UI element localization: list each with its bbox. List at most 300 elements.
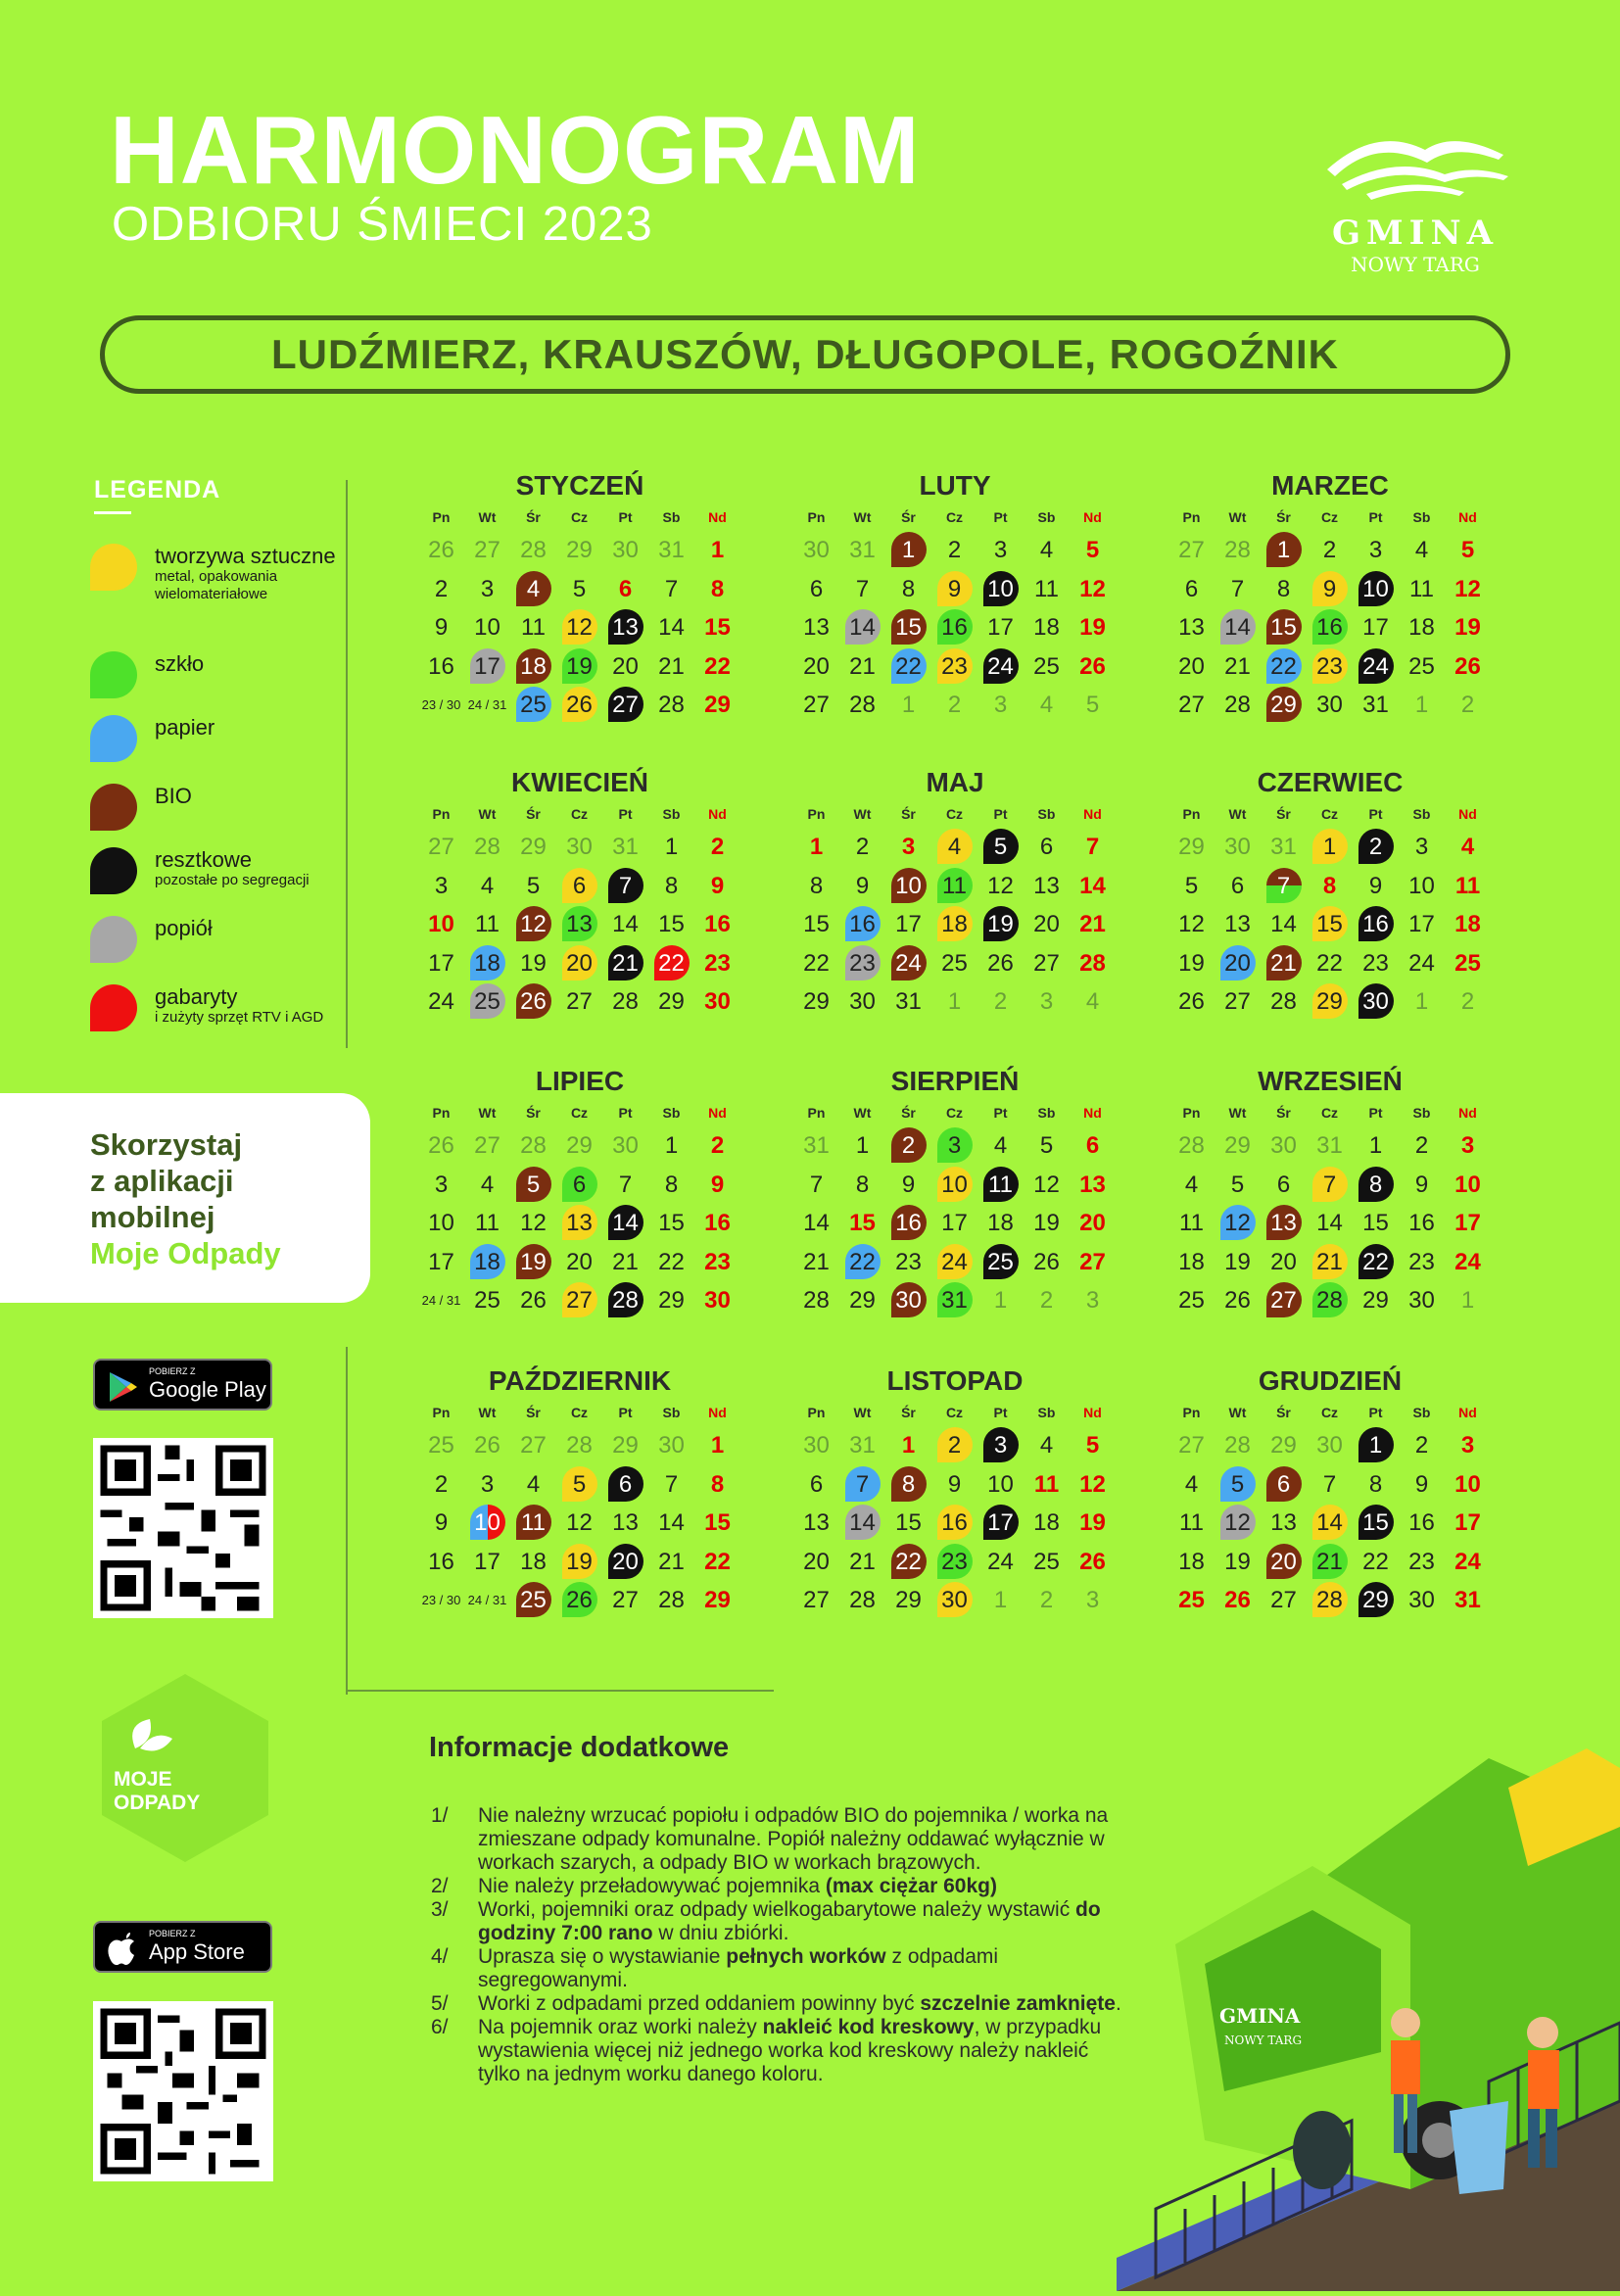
calendar-day: [1215, 1581, 1261, 1619]
day-number: 29: [849, 1287, 876, 1314]
collection-day-bio: [510, 1504, 556, 1542]
collection-day-yellow: [931, 1426, 977, 1464]
day-number: 31: [1316, 1132, 1343, 1159]
collection-day-black: [602, 686, 648, 724]
day-number: 26: [474, 1432, 500, 1459]
day-number: 1: [1460, 1287, 1475, 1314]
calendar-day: [1445, 982, 1491, 1021]
day-number: 25: [1033, 652, 1060, 680]
collection-day-red: [648, 944, 694, 982]
day-number: 31: [1362, 692, 1389, 718]
day-number: 7: [618, 1171, 633, 1198]
day-number: 27: [1178, 692, 1205, 718]
day-number: 8: [1322, 872, 1337, 899]
day-number: 4: [480, 1171, 495, 1198]
calendar-day: [1399, 944, 1445, 982]
calendar-day: [418, 982, 464, 1021]
calendar-day: [694, 1426, 740, 1464]
day-number: 21: [1270, 949, 1297, 977]
calendar-day: [694, 1281, 740, 1319]
calendar-day: [839, 1166, 885, 1204]
calendar-day: [694, 867, 740, 905]
calendar-day: [648, 531, 694, 569]
collection-day-blue: [464, 1243, 510, 1281]
calendar-day: [1445, 1243, 1491, 1281]
calendar-day: [1445, 1426, 1491, 1464]
calendar-day: [839, 1426, 885, 1464]
calendar-day: [1399, 531, 1445, 569]
day-number: 1: [710, 537, 725, 563]
logo-name: GMINA: [1331, 214, 1500, 253]
collection-day-green: [931, 867, 977, 905]
weekday-header: Wt: [1228, 806, 1247, 822]
day-number: 14: [1316, 1509, 1343, 1536]
google-play-label: Google Play: [149, 1377, 266, 1402]
collection-day-yellow: [931, 905, 977, 943]
day-number: 7: [1322, 1470, 1337, 1498]
weekday-header: Wt: [478, 509, 497, 525]
day-number: 19: [1079, 1509, 1106, 1536]
day-number: 22: [1362, 1248, 1389, 1275]
calendar-day: [1215, 1166, 1261, 1204]
calendar-day: [1399, 1581, 1445, 1619]
calendar-day: [885, 1426, 931, 1464]
weekday-header: Wt: [1228, 1105, 1247, 1121]
day-number: 18: [474, 1248, 500, 1275]
day-number: 15: [895, 614, 922, 641]
day-number: 30: [1224, 834, 1251, 860]
day-number: 26: [566, 692, 593, 718]
collection-day-yellow: [1307, 570, 1353, 608]
vertical-divider: [346, 1347, 348, 1695]
day-number: 30: [612, 1132, 639, 1159]
day-number: 7: [1276, 872, 1291, 899]
day-number: 29: [566, 1132, 593, 1159]
calendar-day: [977, 1204, 1024, 1242]
calendar-day: [793, 944, 839, 982]
day-number: 23: [849, 949, 876, 977]
moje-odpady-logo: [96, 1670, 274, 1866]
weekday-header: Cz: [945, 1105, 964, 1121]
day-number: 31: [849, 537, 876, 563]
truck-logo-name: GMINA: [1219, 2004, 1301, 2028]
calendar-day: [977, 1581, 1024, 1619]
day-number: 2: [947, 1432, 962, 1459]
calendar-day: [1168, 1465, 1215, 1504]
day-number: 11: [521, 1509, 546, 1536]
collection-day-green: [556, 647, 602, 686]
day-number: 16: [704, 911, 731, 937]
day-number: 25: [1178, 1587, 1205, 1613]
day-number: 15: [658, 911, 685, 937]
calendar-day: [648, 1504, 694, 1542]
day-number: 12: [1079, 575, 1106, 602]
collection-day-black: [1353, 1504, 1399, 1542]
calendar-day: [1399, 982, 1445, 1021]
day-number: 17: [428, 1248, 454, 1275]
collection-day-green: [931, 608, 977, 646]
app-store-badge[interactable]: [93, 1921, 272, 1973]
legend-sublabel: pozostałe po segregacji: [155, 872, 310, 889]
calendar-day: [1024, 1204, 1070, 1242]
calendar-day: [1168, 944, 1215, 982]
calendar-day: [694, 570, 740, 608]
truck-icon: [1117, 1729, 1620, 2291]
collection-day-black: [977, 1243, 1024, 1281]
day-number: 30: [1316, 1432, 1343, 1459]
calendar-day: [1399, 867, 1445, 905]
day-number: 10: [941, 1171, 968, 1198]
day-number: 28: [1316, 1287, 1343, 1314]
day-number: 18: [1033, 614, 1060, 641]
day-number: 19: [1178, 949, 1205, 977]
calendar-day: [1024, 944, 1070, 982]
calendar-day: [694, 1465, 740, 1504]
day-number: 11: [942, 872, 967, 899]
collection-day-black: [602, 1204, 648, 1242]
calendar-day: [1445, 608, 1491, 646]
calendar-day: [418, 1204, 464, 1242]
day-number: 5: [1460, 537, 1475, 563]
calendar-day: [1445, 1504, 1491, 1542]
calendar-day: [602, 1243, 648, 1281]
weekday-header: Pn: [1182, 1405, 1201, 1420]
google-play-qr-code[interactable]: [93, 1438, 273, 1618]
calendar-day: [885, 1581, 931, 1619]
calendar-day: [1261, 1166, 1307, 1204]
weekday-header: Pt: [618, 1405, 633, 1420]
day-number: 12: [1224, 1509, 1251, 1536]
day-number: 12: [566, 1509, 593, 1536]
day-number: 29: [895, 1587, 922, 1613]
info-item-number: 4/: [431, 1945, 449, 1968]
day-number: 10: [474, 614, 500, 641]
day-number: 25: [1454, 949, 1481, 977]
weekday-header: Śr: [901, 806, 916, 822]
weekday-header: Wt: [853, 1105, 872, 1121]
calendar-day: [1399, 828, 1445, 866]
day-number: 20: [803, 1548, 830, 1575]
calendar-day: [1168, 1166, 1215, 1204]
collection-day-yellow: [931, 1581, 977, 1619]
day-number: 21: [849, 1548, 876, 1575]
day-number: 1: [855, 1132, 870, 1159]
collection-day-green: [1307, 1543, 1353, 1581]
day-number: 9: [1414, 1470, 1429, 1498]
day-number: 12: [1224, 1210, 1251, 1236]
collection-day-black: [977, 905, 1024, 943]
day-number: 30: [612, 537, 639, 563]
calendar-day: [648, 1243, 694, 1281]
day-number: 30: [849, 988, 876, 1015]
day-number: 27: [1270, 1287, 1297, 1314]
day-number: 1: [1368, 1432, 1383, 1459]
promo-line-1: Skorzystaj: [90, 1127, 243, 1162]
day-number: 24: [895, 949, 922, 977]
calendar-day: [977, 1126, 1024, 1165]
day-number: 1: [1276, 537, 1291, 563]
collection-day-bio: [1261, 1204, 1307, 1242]
calendar-day: [418, 1543, 464, 1581]
day-number: 26: [1454, 652, 1481, 680]
calendar-day: [648, 1204, 694, 1242]
weekday-header: Pn: [432, 509, 451, 525]
calendar-day: [931, 944, 977, 982]
calendar-day: [464, 1426, 510, 1464]
day-number: 5: [993, 834, 1008, 860]
day-number: 22: [803, 949, 830, 977]
calendar-day: [418, 686, 464, 724]
day-number: 1: [993, 1287, 1008, 1314]
day-number: 2: [434, 1470, 449, 1498]
weekday-header: Wt: [478, 1105, 497, 1121]
day-number: 28: [849, 1587, 876, 1613]
calendar-day: [885, 570, 931, 608]
calendar-day: [418, 828, 464, 866]
weekday-header: Sb: [1037, 1405, 1056, 1420]
day-number: 29: [1316, 988, 1343, 1015]
collection-day-yellow: [931, 570, 977, 608]
day-number: 15: [658, 1210, 685, 1236]
day-number: 11: [988, 1171, 1013, 1198]
calendar-day: [1445, 531, 1491, 569]
day-number: 27: [1178, 537, 1205, 563]
calendar-day: [556, 531, 602, 569]
collection-day-bio: [1261, 686, 1307, 724]
month-name: KWIECIEŃ: [511, 767, 648, 797]
weekday-header: Sb: [1412, 509, 1431, 525]
weekday-header: Nd: [708, 1105, 727, 1121]
calendar-day: [1070, 1126, 1116, 1165]
day-number: 25: [428, 1432, 454, 1459]
day-number: 6: [1276, 1171, 1291, 1198]
day-number: 3: [434, 872, 449, 899]
day-number: 8: [901, 1470, 916, 1498]
gmina-logo: [1317, 116, 1523, 276]
calendar-day: [648, 1126, 694, 1165]
day-number: 18: [1033, 1509, 1060, 1536]
collection-day-black: [1353, 1581, 1399, 1619]
weekday-header: Pn: [1182, 1105, 1201, 1121]
calendar-day: [793, 686, 839, 724]
day-number: 30: [1316, 692, 1343, 718]
day-number: 19: [566, 1548, 593, 1575]
calendar-day: [602, 1166, 648, 1204]
day-number: 27: [474, 1132, 500, 1159]
day-number: 20: [1079, 1210, 1106, 1236]
calendar-day: [602, 828, 648, 866]
calendar-day: [1168, 905, 1215, 943]
day-number: 14: [849, 614, 876, 641]
day-number: 28: [658, 1587, 685, 1613]
calendar-day: [648, 828, 694, 866]
day-number: 11: [475, 1210, 500, 1236]
calendar-day: [1168, 1126, 1215, 1165]
promo-line-3: mobilnej: [90, 1200, 215, 1234]
day-number: 27: [1079, 1248, 1106, 1275]
day-number: 18: [474, 949, 500, 977]
weekday-header: Wt: [853, 806, 872, 822]
calendar-day: [418, 905, 464, 943]
calendar-day: [648, 570, 694, 608]
day-number: 18: [520, 652, 547, 680]
day-number: 18: [1408, 614, 1435, 641]
calendar-day: [694, 905, 740, 943]
day-number: 17: [428, 949, 454, 977]
calendar-day: [510, 1126, 556, 1165]
day-number: 17: [1362, 614, 1389, 641]
day-number: 16: [941, 614, 968, 641]
day-number: 15: [849, 1210, 876, 1236]
day-number: 7: [1230, 575, 1245, 602]
day-number: 26: [428, 537, 454, 563]
info-item-number: 6/: [431, 2016, 449, 2038]
day-number: 30: [704, 988, 731, 1015]
day-number: 23: [704, 1248, 731, 1275]
day-number: 28: [1079, 949, 1106, 977]
collection-day-black: [1353, 828, 1399, 866]
day-number: 11: [475, 911, 500, 937]
day-number: 2: [855, 834, 870, 860]
weekday-header: Wt: [1228, 509, 1247, 525]
calendar-day: [793, 1166, 839, 1204]
day-number: 6: [618, 1470, 633, 1498]
collection-day-bio: [885, 867, 931, 905]
weekday-header: Śr: [1276, 806, 1291, 822]
day-number: 4: [1184, 1470, 1199, 1498]
calendar-day: [977, 686, 1024, 724]
calendar-day: [1168, 531, 1215, 569]
collection-day-black: [1353, 1243, 1399, 1281]
calendar-day: [1168, 982, 1215, 1021]
day-number: 17: [1408, 911, 1435, 937]
calendar-day: [1399, 570, 1445, 608]
day-number: 28: [658, 692, 685, 718]
calendar-day: [1445, 828, 1491, 866]
day-number: 6: [572, 1171, 587, 1198]
calendar-day: [1168, 570, 1215, 608]
app-store-qr-code[interactable]: [93, 2001, 273, 2181]
legend-swatch: [90, 715, 137, 762]
day-number: 17: [1454, 1210, 1481, 1236]
collection-day-bio: [885, 531, 931, 569]
legend-swatch: [90, 544, 137, 591]
calendar-day: [977, 1465, 1024, 1504]
day-number: 21: [1316, 1548, 1343, 1575]
calendar-day: [1024, 1581, 1070, 1619]
day-number: 20: [1270, 1548, 1297, 1575]
collection-day-gray: [1215, 1504, 1261, 1542]
calendar-day: [1261, 1126, 1307, 1165]
collection-day-bio: [510, 570, 556, 608]
calendar-day: [1445, 1126, 1491, 1165]
day-number: 15: [704, 1509, 731, 1536]
collection-day-yellow: [1307, 647, 1353, 686]
collection-day-black: [1353, 1166, 1399, 1204]
day-number: 17: [987, 1509, 1014, 1536]
day-number: 4: [993, 1132, 1008, 1159]
calendar-day: [1168, 1281, 1215, 1319]
calendar-day: [648, 867, 694, 905]
calendar-day: [648, 647, 694, 686]
month-name: STYCZEŃ: [515, 470, 644, 501]
calendar-day: [1353, 1281, 1399, 1319]
day-number: 8: [855, 1171, 870, 1198]
day-number: 31: [803, 1132, 830, 1159]
day-number: 7: [1085, 834, 1100, 860]
calendar-day: [1399, 1243, 1445, 1281]
calendar-day: [1399, 1204, 1445, 1242]
collection-day-black: [1353, 905, 1399, 943]
weekday-header: Pt: [993, 806, 1008, 822]
day-number: 22: [658, 949, 685, 977]
collection-day-bio: [1261, 1543, 1307, 1581]
day-number: 30: [704, 1287, 731, 1314]
day-number: 23: [1316, 652, 1343, 680]
day-number: 19: [1224, 1248, 1251, 1275]
day-number: 29: [612, 1432, 639, 1459]
calendar-day: [510, 1281, 556, 1319]
collection-day-blue: [839, 1465, 885, 1504]
day-number: 3: [1414, 834, 1429, 860]
day-number: 11: [521, 614, 546, 641]
calendar-day: [793, 867, 839, 905]
google-play-badge[interactable]: [93, 1359, 272, 1411]
day-number: 5: [1085, 537, 1100, 563]
collection-day-bio: [1261, 944, 1307, 982]
promo-line-2: z aplikacji: [90, 1164, 234, 1198]
collection-day-bio: [510, 982, 556, 1021]
calendar-day: [1070, 1581, 1116, 1619]
calendar-day: [839, 1204, 885, 1242]
info-item-number: 2/: [431, 1875, 449, 1897]
day-number: 2: [901, 1132, 916, 1159]
day-number: 28: [1270, 988, 1297, 1015]
day-number: 1: [1322, 834, 1337, 860]
collection-day-yellow: [1307, 1166, 1353, 1204]
day-number: 1: [947, 988, 962, 1015]
calendar-day: [464, 867, 510, 905]
collection-day-bio: [885, 944, 931, 982]
collection-day-blue: [464, 944, 510, 982]
collection-day-bio: [510, 1243, 556, 1281]
day-number: 22: [1362, 1548, 1389, 1575]
day-number: 30: [1408, 1287, 1435, 1314]
calendar-day: [793, 608, 839, 646]
collection-day-bio: [885, 1281, 931, 1319]
weekday-header: Pt: [618, 509, 633, 525]
day-number: 22: [895, 652, 922, 680]
day-number: 24 / 31: [467, 1593, 507, 1607]
calendar-day: [1215, 828, 1261, 866]
day-number: 27: [566, 988, 593, 1015]
day-number: 4: [526, 1470, 541, 1498]
day-number: 14: [1224, 614, 1251, 641]
day-number: 13: [612, 1509, 639, 1536]
weekday-header: Pn: [807, 509, 826, 525]
calendar-day: [648, 905, 694, 943]
day-number: 9: [947, 575, 962, 602]
apple-icon: [107, 1933, 136, 1966]
vertical-divider: [346, 480, 348, 1048]
calendar-day: [1307, 531, 1353, 569]
calendar-day: [977, 944, 1024, 982]
day-number: 27: [1178, 1432, 1205, 1459]
collection-day-black: [1353, 982, 1399, 1021]
day-number: 27: [1270, 1587, 1297, 1613]
month-name: MAJ: [926, 767, 984, 797]
day-number: 28: [520, 537, 547, 563]
